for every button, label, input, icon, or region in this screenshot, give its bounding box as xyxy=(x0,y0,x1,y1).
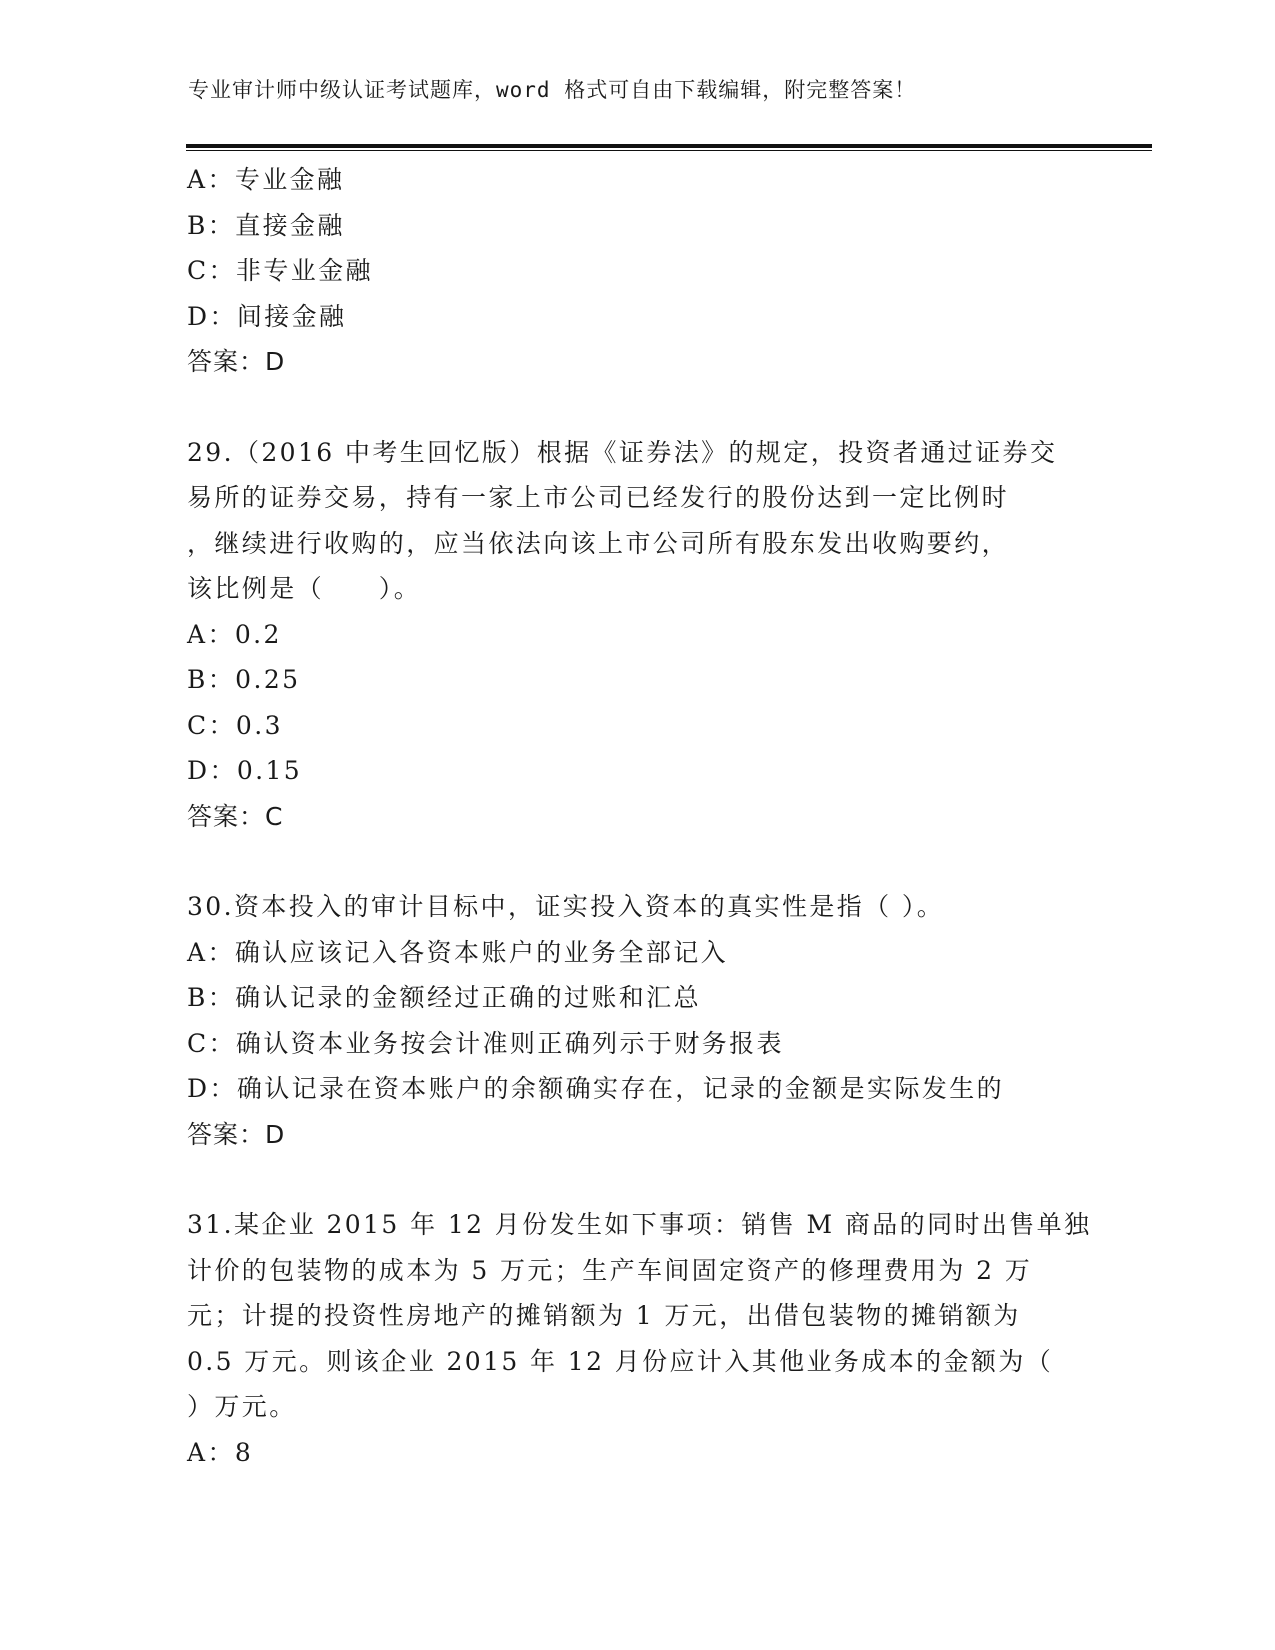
option-b: B：直接金融 xyxy=(187,210,345,240)
option-b: B：确认记录的金额经过正确的过账和汇总 xyxy=(187,983,701,1012)
header-rule-thin xyxy=(186,150,1152,151)
option-c: C：非专业金融 xyxy=(187,256,373,285)
question-stem-line: ）万元。 xyxy=(187,1392,297,1421)
question-31 xyxy=(187,1202,1092,1475)
option-d: D：间接金融 xyxy=(187,301,347,331)
option-a: A：确认应该记入各资本账户的业务全部记入 xyxy=(187,937,729,967)
option-d: D：确认记录在资本账户的余额确实存在，记录的金额是实际发生的 xyxy=(187,1074,1005,1103)
answer-line: 答案：D xyxy=(187,1119,286,1149)
option-a: A：专业金融 xyxy=(187,165,345,194)
question-stem-line: 该比例是（ ）。 xyxy=(187,574,422,603)
answer-line: 答案：D xyxy=(187,347,286,376)
question-stem-line: 30.资本投入的审计目标中，证实投入资本的真实性是指（ ）。 xyxy=(187,892,945,921)
question-stem-line: 计价的包装物的成本为 5 万元；生产车间固定资产的修理费用为 2 万 xyxy=(187,1255,1033,1285)
option-c: C：0.3 xyxy=(187,710,283,740)
option-a: A：0.2 xyxy=(187,619,282,649)
page-header: 专业审计师中级认证考试题库，word 格式可自由下载编辑，附完整答案！ xyxy=(188,78,917,102)
question-stem-line: 29.（2016 中考生回忆版）根据《证券法》的规定，投资者通过证券交 xyxy=(187,437,1058,467)
question-stem-line: 0.5 万元。则该企业 2015 年 12 月份应计入其他业务成本的金额为（ xyxy=(187,1346,1054,1376)
question-30 xyxy=(187,884,1087,1157)
question-28 xyxy=(187,157,1087,385)
option-c: C：确认资本业务按会计准则正确列示于财务报表 xyxy=(187,1028,784,1058)
option-d: D：0.15 xyxy=(187,756,303,785)
option-a: A：8 xyxy=(187,1437,254,1467)
question-stem-line: ，继续进行收购的，应当依法向该上市公司所有股东发出收购要约， xyxy=(187,528,1010,558)
question-stem-line: 元；计提的投资性房地产的摊销额为 1 万元，出借包装物的摊销额为 xyxy=(187,1301,1021,1330)
question-29 xyxy=(187,430,1087,840)
header-rule-thick xyxy=(186,144,1152,148)
question-stem-line: 31.某企业 2015 年 12 月份发生如下事项：销售 M 商品的同时出售单独 xyxy=(187,1210,1092,1239)
question-stem-line: 易所的证券交易，持有一家上市公司已经发行的股份达到一定比例时 xyxy=(187,483,1010,512)
answer-line: 答案：C xyxy=(187,801,284,831)
option-b: B：0.25 xyxy=(187,665,301,694)
question-content xyxy=(187,157,1092,1475)
